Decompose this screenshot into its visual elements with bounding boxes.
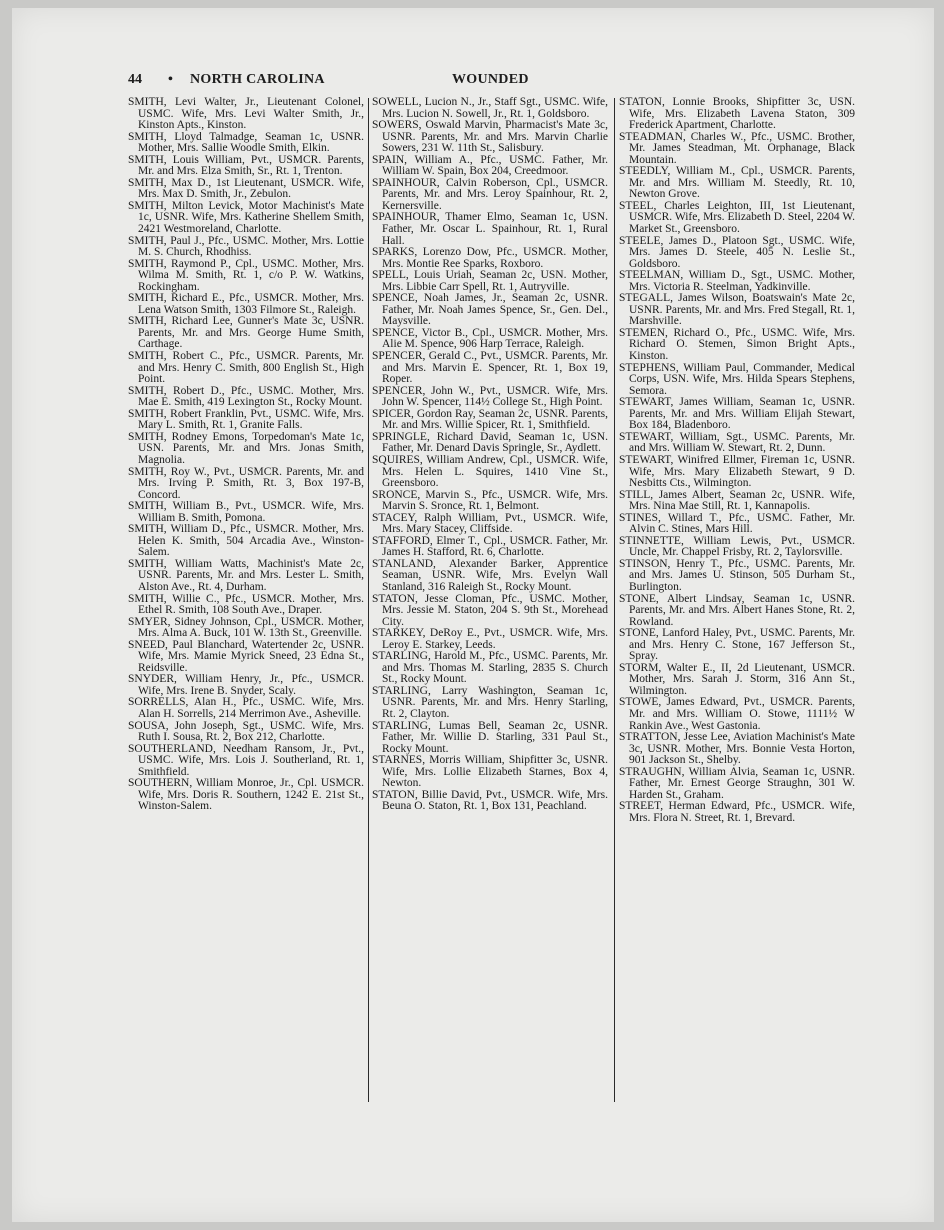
casualty-entry: SMITH, Raymond P., Cpl., USMC. Mother, Mrs. Wilma M. Smith, Rt. 1, c/o P. W. Watkins, Rockingham.: [128, 257, 364, 293]
casualty-entry: STEWART, Winifred Ellmer, Fireman 1c, USNR. Wife, Mrs. Mary Elizabeth Stewart, 9 D. Nesbitts Cts., Wilmington.: [619, 453, 855, 490]
casualty-entry: SPELL, Louis Uriah, Seaman 2c, USN. Mother, Mrs. Libbie Carr Spell, Rt. 1, Autryville.: [372, 269, 608, 293]
casualty-entry: STINSON, Henry T., Pfc., USMC. Parents, Mr. and Mrs. James U. Stinson, 505 Durham St., Burlington.: [619, 557, 855, 593]
casualty-entry: SOWERS, Oswald Marvin, Pharmacist's Mate 3c, USNR. Parents, Mr. and Mrs. Marvin Charlie Sowers, 231 W. 11th St., Salisbury.: [372, 119, 608, 155]
casualty-entry: STACEY, Ralph William, Pvt., USMCR. Wife, Mrs. Mary Stacey, Cliffside.: [372, 511, 608, 536]
casualty-entry: SMITH, Paul J., Pfc., USMC. Mother, Mrs. Lottie M. S. Church, Rhodhiss.: [128, 234, 364, 259]
casualty-entry: STARNES, Morris William, Shipfitter 3c, USNR. Wife, Mrs. Lollie Elizabeth Starnes, Box 4, Newton.: [372, 754, 608, 790]
casualty-entry: SMITH, William D., Pfc., USMCR. Mother, Mrs. Helen K. Smith, 504 Arcadia Ave., Winston-Salem.: [128, 523, 364, 559]
casualty-entry: SPENCER, John W., Pvt., USMCR. Wife, Mrs. John W. Spencer, 114½ College St., High Point.: [372, 384, 608, 409]
casualty-entry: SMITH, Richard Lee, Gunner's Mate 3c, USNR. Parents, Mr. and Mrs. George Hume Smith, Carthage.: [128, 315, 364, 351]
casualty-entry: STRAUGHN, William Alvia, Seaman 1c, USNR. Father, Mr. Ernest George Straughn, 301 W. Harden St., Graham.: [619, 765, 855, 801]
casualty-entry: STATON, Lonnie Brooks, Shipfitter 3c, USN. Wife, Mrs. Elizabeth Lavena Staton, 309 Frederick Apartment, Charlotte.: [619, 96, 855, 132]
header-bullet: •: [168, 72, 173, 87]
casualty-entry: SOUTHERN, William Monroe, Jr., Cpl. USMCR. Wife, Mrs. Doris R. Southern, 1242 E. 21st St., Winston-Salem.: [128, 777, 364, 813]
casualty-entry: STEGALL, James Wilson, Boatswain's Mate 2c, USNR. Parents, Mr. and Mrs. Fred Stegall, Rt. 1, Marshville.: [619, 292, 855, 328]
casualty-entry: STATON, Jesse Cloman, Pfc., USMC. Mother, Mrs. Jessie M. Staton, 204 S. 9th St., Morehead City.: [372, 592, 608, 628]
casualty-entry: SOWELL, Lucion N., Jr., Staff Sgt., USMC. Wife, Mrs. Lucion N. Sowell, Jr., Rt. 1, Goldsboro.: [372, 96, 608, 120]
casualty-entry: SMITH, Levi Walter, Jr., Lieutenant Colonel, USMC. Wife, Mrs. Levi Walter Smith, Jr., Kinston Apts., Kinston.: [128, 96, 364, 132]
casualty-entry: STEWART, James William, Seaman 1c, USNR. Parents, Mr. and Mrs. William Elijah Stewart, Box 184, Bladenboro.: [619, 396, 855, 432]
casualty-entry: STEWART, William, Sgt., USMC. Parents, Mr. and Mrs. William W. Stewart, Rt. 2, Dunn.: [619, 430, 855, 455]
casualty-entry: SPAIN, William A., Pfc., USMC. Father, Mr. William W. Spain, Box 204, Creedmoor.: [372, 153, 608, 178]
casualty-entry: SMITH, Robert D., Pfc., USMC. Mother, Mrs. Mae E. Smith, 419 Lexington St., Rocky Mount.: [128, 384, 364, 409]
casualty-entry: STEMEN, Richard O., Pfc., USMC. Wife, Mrs. Richard O. Stemen, Simon Bright Apts., Kinston.: [619, 326, 855, 363]
casualty-entry: SOUSA, John Joseph, Sgt., USMC. Wife, Mrs. Ruth I. Sousa, Rt. 2, Box 212, Charlotte.: [128, 719, 364, 744]
casualty-entry: SORRELLS, Alan H., Pfc., USMC. Wife, Mrs. Alan H. Sorrells, 214 Merrimon Ave., Asheville.: [128, 696, 364, 720]
casualty-entry: STARLING, Larry Washington, Seaman 1c, USNR. Parents, Mr. and Mrs. Henry Starling, Rt. 2, Clayton.: [372, 684, 608, 720]
casualty-entry: SMITH, Willie C., Pfc., USMCR. Mother, Mrs. Ethel R. Smith, 108 South Ave., Draper.: [128, 592, 364, 617]
casualty-entry: SMITH, Roy W., Pvt., USMCR. Parents, Mr. and Mrs. Irving P. Smith, Rt. 3, Box 197-B, Concord.: [128, 465, 364, 501]
column-3: [619, 97, 855, 824]
casualty-entry: SMITH, Max D., 1st Lieutenant, USMCR. Wife, Mrs. Max D. Smith, Jr., Zebulon.: [128, 176, 364, 201]
casualty-entry: STOWE, James Edward, Pvt., USMCR. Parents, Mr. and Mrs. William O. Stowe, 1111½ W Rankin Ave., West Gastonia.: [619, 696, 855, 732]
casualty-entry: STARLING, Harold M., Pfc., USMC. Parents, Mr. and Mrs. Thomas M. Starling, 2835 S. Church St., Rocky Mount.: [372, 650, 608, 686]
casualty-entry: SMITH, Louis William, Pvt., USMCR. Parents, Mr. and Mrs. Elza Smith, Sr., Rt. 1, Trenton.: [128, 153, 364, 178]
casualty-entry: STARLING, Lumas Bell, Seaman 2c, USNR. Father, Mr. Willie D. Starling, 331 Paul St., Rocky Mount.: [372, 719, 608, 755]
casualty-entry: STEADMAN, Charles W., Pfc., USMC. Brother, Mr. James Steadman, Mt. Orphanage, Black Mountain.: [619, 130, 855, 166]
casualty-entry: STEEL, Charles Leighton, III, 1st Lieutenant, USMCR. Wife, Mrs. Elizabeth D. Steel, 2204 W. Market St., Greensboro.: [619, 199, 855, 236]
column-2: [372, 97, 608, 813]
column-1: [128, 97, 364, 813]
section-title: WOUNDED: [452, 72, 529, 87]
casualty-entry: STRATTON, Jesse Lee, Aviation Machinist's Mate 3c, USNR. Mother, Mrs. Bonnie Vesta Horton, 901 Jackson St., Shelby.: [619, 731, 855, 767]
casualty-entry: STEELE, James D., Platoon Sgt., USMC. Wife, Mrs. James D. Steele, 405 N. Leslie St., Goldsboro.: [619, 234, 855, 270]
casualty-entry: STREET, Herman Edward, Pfc., USMCR. Wife, Mrs. Flora N. Street, Rt. 1, Brevard.: [619, 800, 855, 824]
casualty-entry: STILL, James Albert, Seaman 2c, USNR. Wife, Mrs. Nina Mae Still, Rt. 1, Kannapolis.: [619, 488, 855, 513]
casualty-entry: SMITH, William B., Pvt., USMCR. Wife, Mrs. William B. Smith, Pomona.: [128, 500, 364, 524]
casualty-entry: STINES, Willard T., Pfc., USMC. Father, Mr. Alvin C. Stines, Mars Hill.: [619, 511, 855, 536]
casualty-entry: SPENCE, Victor B., Cpl., USMCR. Mother, Mrs. Alie M. Spence, 906 Harp Terrace, Raleigh.: [372, 326, 608, 351]
casualty-entry: SMITH, Robert Franklin, Pvt., USMC. Wife, Mrs. Mary L. Smith, Rt. 1, Granite Falls.: [128, 407, 364, 432]
casualty-entry: SMITH, Milton Levick, Motor Machinist's Mate 1c, USNR. Wife, Mrs. Katherine Shellem Smith, 2421 Westmoreland, Charlotte.: [128, 199, 364, 236]
casualty-entry: STEEDLY, William M., Cpl., USMCR. Parents, Mr. and Mrs. William M. Steedly, Rt. 10, Newton Grove.: [619, 165, 855, 201]
casualty-entry: SRONCE, Marvin S., Pfc., USMCR. Wife, Mrs. Marvin S. Sronce, Rt. 1, Belmont.: [372, 488, 608, 513]
state-title: NORTH CAROLINA: [190, 72, 325, 87]
casualty-entry: STONE, Lanford Haley, Pvt., USMC. Parents, Mr. and Mrs. Henry C. Stone, 167 Jefferson St., Spray.: [619, 627, 855, 663]
casualty-entry: SPICER, Gordon Ray, Seaman 2c, USNR. Parents, Mr. and Mrs. Willie Spicer, Rt. 1, Smithfield.: [372, 407, 608, 432]
casualty-entry: SPAINHOUR, Calvin Roberson, Cpl., USMCR. Parents, Mr. and Mrs. Leroy Spainhour, Rt. 2, Kernersville.: [372, 176, 608, 212]
casualty-entry: SPAINHOUR, Thamer Elmo, Seaman 1c, USN. Father, Mr. Oscar L. Spainhour, Rt. 1, Rural Hall.: [372, 211, 608, 247]
casualty-entry: SQUIRES, William Andrew, Cpl., USMCR. Wife, Mrs. Helen L. Squires, 1410 Vine St., Greensboro.: [372, 453, 608, 490]
casualty-entry: SPRINGLE, Richard David, Seaman 1c, USN. Father, Mr. Denard Davis Springle, Sr., Aydlett.: [372, 430, 608, 455]
casualty-entry: STATON, Billie David, Pvt., USMCR. Wife, Mrs. Beuna O. Staton, Rt. 1, Box 131, Peachland.: [372, 788, 608, 813]
column-divider: [368, 98, 369, 1102]
casualty-entry: SPARKS, Lorenzo Dow, Pfc., USMCR. Mother, Mrs. Montie Ree Sparks, Roxboro.: [372, 246, 608, 270]
casualty-entry: STEELMAN, William D., Sgt., USMC. Mother, Mrs. Victoria R. Steelman, Yadkinville.: [619, 269, 855, 293]
casualty-entry: SPENCE, Noah James, Jr., Seaman 2c, USNR. Father, Mr. Noah James Spence, Sr., Gen. Del., Maysville.: [372, 292, 608, 328]
casualty-entry: SNEED, Paul Blanchard, Watertender 2c, USNR. Wife, Mrs. Mamie Myrick Sneed, 23 Edna St., Reidsville.: [128, 638, 364, 674]
page-number: 44: [128, 72, 142, 87]
casualty-entry: STARKEY, DeRoy E., Pvt., USMCR. Wife, Mrs. Leroy E. Starkey, Leeds.: [372, 627, 608, 651]
casualty-entry: SMITH, Lloyd Talmadge, Seaman 1c, USNR. Mother, Mrs. Sallie Woodle Smith, Elkin.: [128, 130, 364, 155]
casualty-entry: SMYER, Sidney Johnson, Cpl., USMCR. Mother, Mrs. Alma A. Buck, 101 W. 13th St., Greenville.: [128, 615, 364, 640]
casualty-entry: SNYDER, William Henry, Jr., Pfc., USMCR. Wife, Mrs. Irene B. Snyder, Scaly.: [128, 673, 364, 697]
casualty-entry: SPENCER, Gerald C., Pvt., USMCR. Parents, Mr. and Mrs. Marvin E. Spencer, Rt. 1, Box 19, Roper.: [372, 350, 608, 386]
casualty-entry: SMITH, Robert C., Pfc., USMCR. Parents, Mr. and Mrs. Henry C. Smith, 800 English St., High Point.: [128, 350, 364, 386]
casualty-entry: STEPHENS, William Paul, Commander, Medical Corps, USN. Wife, Mrs. Hilda Spears Stephens, Semora.: [619, 361, 855, 397]
casualty-entry: STANLAND, Alexander Barker, Apprentice Seaman, USNR. Wife, Mrs. Evelyn Wall Stanland, 316 Raleigh St., Rocky Mount.: [372, 557, 608, 593]
column-divider: [614, 98, 615, 1102]
casualty-entry: SMITH, William Watts, Machinist's Mate 2c, USNR. Parents, Mr. and Mrs. Lester L. Smith, Alston Ave., Rt. 4, Durham.: [128, 557, 364, 593]
casualty-entry: STINNETTE, William Lewis, Pvt., USMCR. Uncle, Mr. Chappel Frisby, Rt. 2, Taylorsville.: [619, 534, 855, 559]
casualty-entry: STORM, Walter E., II, 2d Lieutenant, USMCR. Mother, Mrs. Sarah J. Storm, 316 Ann St., Wilmington.: [619, 661, 855, 697]
casualty-entry: STAFFORD, Elmer T., Cpl., USMCR. Father, Mr. James H. Stafford, Rt. 6, Charlotte.: [372, 534, 608, 559]
casualty-entry: SMITH, Rodney Emons, Torpedoman's Mate 1c, USN. Parents, Mr. and Mrs. Jonas Smith, Magnolia.: [128, 430, 364, 466]
casualty-entry: SMITH, Richard E., Pfc., USMCR. Mother, Mrs. Lena Watson Smith, 1303 Filmore St., Raleigh.: [128, 292, 364, 316]
casualty-entry: SOUTHERLAND, Needham Ransom, Jr., Pvt., USMC. Wife, Mrs. Lois J. Southerland, Rt. 1, Smithfield.: [128, 742, 364, 778]
page-header: [128, 72, 808, 92]
casualty-entry: STONE, Albert Lindsay, Seaman 1c, USNR. Parents, Mr. and Mrs. Albert Hanes Stone, Rt. 2, Rowland.: [619, 592, 855, 628]
